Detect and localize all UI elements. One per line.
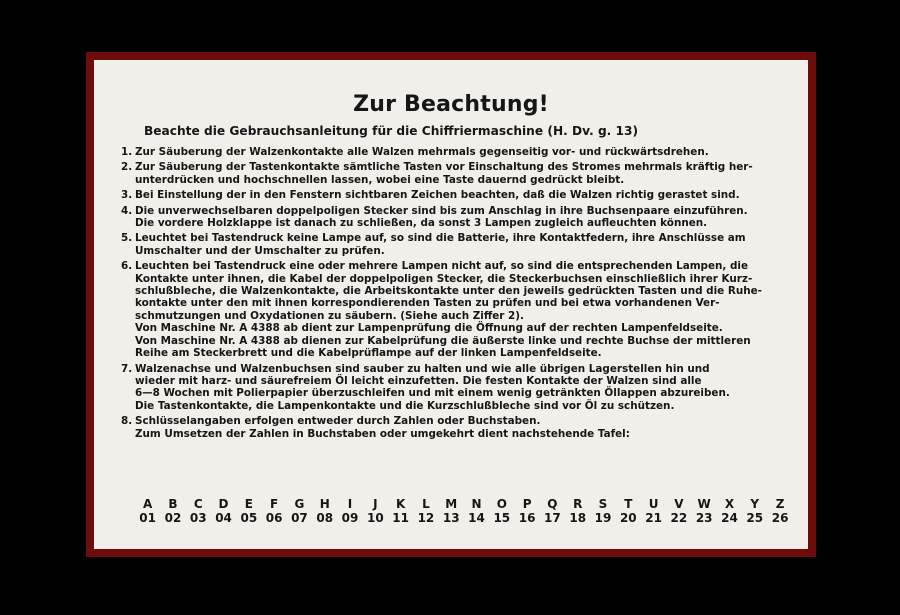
table-letter: G [294, 497, 305, 511]
alphabet-column [135, 497, 160, 525]
instruction-item [121, 363, 788, 413]
table-letter: S [598, 497, 608, 511]
alphabet-column [160, 497, 185, 525]
table-number: 24 [721, 511, 738, 525]
table-letter: C [193, 497, 203, 511]
alphabet-number-table [135, 497, 793, 525]
table-letter: X [724, 497, 735, 511]
alphabet-column [717, 497, 742, 525]
instruction-text-line: Die unverwechselbaren doppelpoligen Stecker sind bis zum Anschlag in ihre Buchsenpaare einzuführen. [135, 204, 748, 217]
instruction-number: 4. [121, 204, 133, 217]
table-number: 09 [341, 511, 359, 525]
instruction-text-line: Umschalter und der Umschalter zu prüfen. [135, 244, 385, 257]
table-number: 05 [240, 511, 258, 525]
instruction-text-line: Zum Umsetzen der Zahlen in Buchstaben oder umgekehrt dient nachstehende Tafel: [135, 427, 630, 440]
alphabet-column [565, 497, 590, 525]
table-number: 21 [645, 511, 662, 525]
instruction-text-line: Zur Säuberung der Tastenkontakte sämtliche Tasten vor Einschaltung des Stromes mehrmals kräftig her- [135, 161, 753, 174]
instruction-text-line: wieder mit harz- und säurefreiem Öl leicht einzufetten. Die festen Kontakte der Walzen sind alle [135, 374, 702, 387]
alphabet-column [666, 497, 691, 525]
table-number: 17 [544, 511, 561, 525]
alphabet-column [287, 497, 312, 525]
table-letter: Y [750, 497, 760, 511]
alphabet-column [236, 497, 261, 525]
table-letter: B [168, 497, 178, 511]
card-title: Zur Beachtung! [353, 92, 549, 117]
table-letter: N [471, 497, 482, 511]
document-frame [86, 52, 816, 557]
table-number: 12 [417, 511, 435, 525]
table-number: 19 [594, 511, 612, 525]
table-number: 16 [518, 511, 536, 525]
table-number: 15 [493, 511, 511, 525]
instruction-number: 6. [121, 260, 133, 273]
instruction-number: 8. [121, 415, 133, 428]
table-number: 20 [619, 511, 637, 525]
instruction-number: 1. [121, 146, 133, 158]
alphabet-column [312, 497, 337, 525]
table-number: 07 [291, 511, 308, 525]
table-number: 25 [746, 511, 764, 525]
table-letter: J [373, 497, 378, 511]
table-letter: Z [775, 497, 785, 511]
alphabet-column [211, 497, 236, 525]
alphabet-column [590, 497, 615, 525]
alphabet-column [616, 497, 641, 525]
table-letter: K [395, 497, 406, 511]
alphabet-column [363, 497, 388, 525]
table-letter: L [422, 497, 430, 511]
instruction-text-line: Walzenachse und Walzenbuchsen sind sauber zu halten und wie alle übrigen Lagerstellen hin und [135, 362, 710, 375]
instruction-number: 5. [121, 232, 133, 245]
card-subtitle: Beachte die Gebrauchsanleitung für die Chiffriermaschine (H. Dv. g. 13) [144, 124, 639, 138]
alphabet-column [464, 497, 489, 525]
table-number: 18 [569, 511, 587, 525]
table-number: 03 [189, 511, 207, 525]
instruction-item [121, 189, 788, 201]
instruction-item [121, 161, 788, 186]
instruction-text-line: Bei Einstellung der in den Fenstern sichtbaren Zeichen beachten, daß die Walzen richtig gerastet sind. [135, 189, 740, 202]
instruction-text-line: Leuchtet bei Tastendruck keine Lampe auf, so sind die Batterie, ihre Kontaktfedern, ihre Anschlüsse am [135, 232, 746, 245]
alphabet-column [742, 497, 767, 525]
table-letter: Q [547, 497, 558, 511]
instruction-text-line: kontakte unter den mit ihnen korrespondierenden Tasten zu prüfen und bei etwa vorhandenen Ver- [135, 297, 720, 310]
table-number: 23 [695, 511, 713, 525]
table-number: 22 [670, 511, 688, 525]
alphabet-column [692, 497, 717, 525]
table-letter: U [648, 497, 659, 511]
instruction-text-line: 6—8 Wochen mit Polierpapier überzuschleifen und mit einem wenig getränkten Öllappen abzureiben. [135, 387, 730, 400]
table-number: 14 [468, 511, 485, 525]
instruction-item [121, 232, 788, 257]
instruction-text-line: Leuchten bei Tastendruck eine oder mehrere Lampen nicht auf, so sind die entsprechenden Lampen, die [135, 260, 749, 273]
alphabet-column [337, 497, 362, 525]
table-letter: M [445, 497, 458, 511]
instruction-text-line: Reihe am Steckerbrett und die Kabelprüflampe auf der linken Lampenfeldseite. [135, 347, 602, 360]
table-letter: A [143, 497, 153, 511]
table-letter: P [522, 497, 532, 511]
instruction-item [121, 260, 788, 359]
table-number: 02 [164, 511, 182, 525]
instruction-text-line: Die Tastenkontakte, die Lampenkontakte und die Kurzschlußbleche sind vor Öl zu schützen. [135, 399, 675, 412]
instruction-text-line: schlußbleche, die Walzenkontakte, die Arbeitskontakte unter den jeweils gedrückten Tasten und die Ruhe- [135, 285, 762, 298]
alphabet-column [489, 497, 514, 525]
alphabet-column [388, 497, 413, 525]
table-letter: H [319, 497, 330, 511]
table-letter: I [347, 497, 353, 511]
table-letter: E [244, 497, 253, 511]
table-letter: D [218, 497, 229, 511]
instruction-text-line: schmutzungen und Oxydationen zu säubern. (Siehe auch Ziffer 2). [135, 309, 524, 322]
table-letter: F [270, 497, 279, 511]
table-letter: T [624, 497, 633, 511]
table-number: 10 [366, 511, 384, 525]
table-number: 08 [316, 511, 334, 525]
alphabet-column [439, 497, 464, 525]
instruction-text-line: Zur Säuberung der Walzenkontakte alle Walzen mehrmals gegenseitig vor- und rückwärtsdrehen. [135, 146, 709, 158]
instruction-text-line: Von Maschine Nr. A 4388 ab dienen zur Kabelprüfung die äußerste linke und rechte Buchse der mittleren [135, 334, 751, 347]
table-letter: R [573, 497, 583, 511]
alphabet-column [767, 497, 792, 525]
alphabet-column [540, 497, 565, 525]
instruction-text-line: unterdrücken und hochschnellen lassen, wobei eine Taste dauernd gedrückt bleibt. [135, 173, 625, 186]
table-number: 11 [392, 511, 409, 525]
instruction-card [94, 60, 808, 549]
table-letter: W [697, 497, 711, 511]
alphabet-column [514, 497, 539, 525]
alphabet-column [641, 497, 666, 525]
table-number: 26 [771, 511, 789, 525]
table-letter: O [496, 497, 507, 511]
table-number: 01 [139, 511, 156, 525]
instruction-text-line: Schlüsselangaben erfolgen entweder durch Zahlen oder Buchstaben. [135, 415, 541, 428]
table-letter: V [674, 497, 684, 511]
table-number: 13 [442, 511, 460, 525]
alphabet-column [413, 497, 438, 525]
instruction-item [121, 205, 788, 230]
instruction-text-line: Die vordere Holzklappe ist danach zu schließen, da sonst 3 Lampen zugleich aufleuchten können. [135, 217, 708, 230]
table-number: 06 [265, 511, 283, 525]
alphabet-column [186, 497, 211, 525]
instruction-text-line: Kontakte unter ihnen, die Kabel der doppelpoligen Stecker, die Steckerbuchsen einschließlich ihrer Kurz- [135, 272, 753, 285]
alphabet-column [261, 497, 286, 525]
instruction-item [121, 415, 788, 440]
instruction-list [121, 146, 788, 443]
instruction-number: 7. [121, 362, 133, 375]
instruction-number: 3. [121, 189, 133, 202]
instruction-text-line: Von Maschine Nr. A 4388 ab dient zur Lampenprüfung die Öffnung auf der rechten Lampenfeldseite. [135, 322, 723, 335]
table-number: 04 [215, 511, 232, 525]
instruction-item [121, 146, 788, 158]
instruction-number: 2. [121, 161, 133, 174]
